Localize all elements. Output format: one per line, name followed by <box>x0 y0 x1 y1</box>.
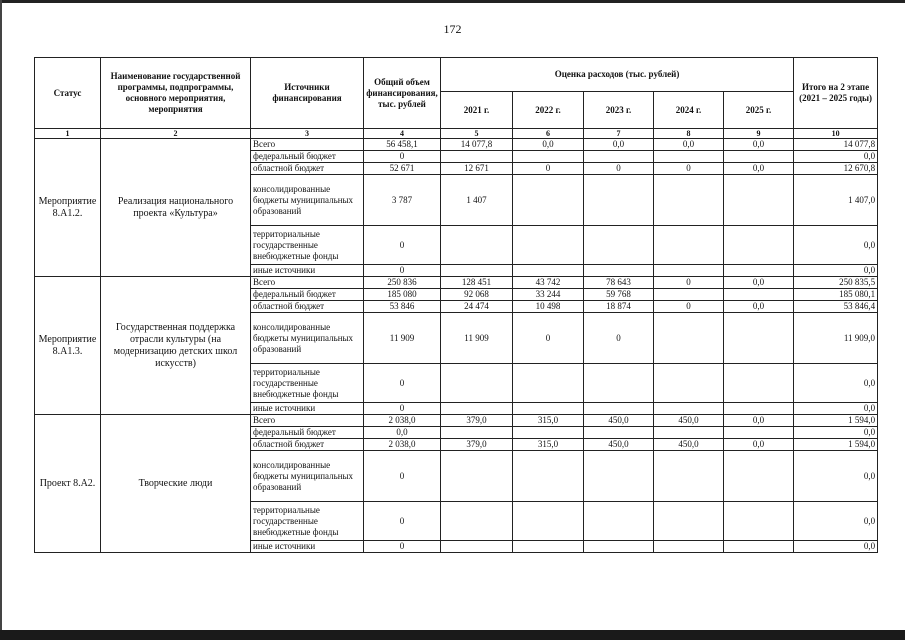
year-cell: 1 407 <box>441 175 513 226</box>
year-cell: 18 874 <box>584 301 654 313</box>
year-cell <box>724 364 794 403</box>
year-cell <box>441 265 513 277</box>
row-name: Реализация национального проекта «Культура» <box>101 139 251 277</box>
year-cell: 379,0 <box>441 415 513 427</box>
stage-total-cell: 0,0 <box>794 265 878 277</box>
year-cell <box>724 175 794 226</box>
row-status: Проект 8.А2. <box>35 415 101 553</box>
total-cell: 0 <box>364 403 441 415</box>
header-year: 2023 г. <box>584 92 654 129</box>
total-cell: 2 038,0 <box>364 415 441 427</box>
year-cell <box>654 403 724 415</box>
year-cell: 128 451 <box>441 277 513 289</box>
year-cell <box>584 151 654 163</box>
year-cell <box>441 541 513 553</box>
total-cell: 0 <box>364 226 441 265</box>
stage-total-cell: 1 594,0 <box>794 439 878 451</box>
header-total: Общий объем финансирования, тыс. рублей <box>364 58 441 129</box>
year-cell <box>654 265 724 277</box>
year-cell: 0 <box>654 163 724 175</box>
year-cell <box>724 313 794 364</box>
column-number: 9 <box>724 129 794 139</box>
total-cell: 0 <box>364 541 441 553</box>
stage-total-cell: 1 594,0 <box>794 415 878 427</box>
year-cell <box>724 151 794 163</box>
scan-top-edge <box>0 0 905 3</box>
year-cell <box>654 541 724 553</box>
stage-total-cell: 0,0 <box>794 502 878 541</box>
header-year: 2025 г. <box>724 92 794 129</box>
source-cell: областной бюджет <box>251 301 364 313</box>
source-cell: иные источники <box>251 265 364 277</box>
year-cell <box>441 403 513 415</box>
year-cell <box>584 427 654 439</box>
year-cell: 0,0 <box>724 277 794 289</box>
total-cell: 53 846 <box>364 301 441 313</box>
column-number: 8 <box>654 129 724 139</box>
year-cell: 0,0 <box>724 415 794 427</box>
column-number: 1 <box>35 129 101 139</box>
block-event-8a12 <box>35 139 878 277</box>
header-year: 2022 г. <box>513 92 584 129</box>
source-cell: федеральный бюджет <box>251 151 364 163</box>
header-status: Статус <box>35 58 101 129</box>
total-cell: 56 458,1 <box>364 139 441 151</box>
year-cell <box>513 226 584 265</box>
year-cell: 450,0 <box>654 415 724 427</box>
year-cell <box>724 502 794 541</box>
source-cell: консолидированные бюджеты муниципальных образований <box>251 451 364 502</box>
year-cell <box>513 364 584 403</box>
row-name: Творческие люди <box>101 415 251 553</box>
year-cell <box>441 151 513 163</box>
year-cell <box>654 151 724 163</box>
source-cell: федеральный бюджет <box>251 427 364 439</box>
year-cell <box>654 364 724 403</box>
year-cell: 0,0 <box>513 139 584 151</box>
budget-table <box>34 57 878 553</box>
year-cell <box>724 289 794 301</box>
block-project-8a2 <box>35 415 878 553</box>
source-cell: Всего <box>251 415 364 427</box>
year-cell <box>584 451 654 502</box>
header-stage-total: Итого на 2 этапе (2021 – 2025 годы) <box>794 58 878 129</box>
source-cell: консолидированные бюджеты муниципальных образований <box>251 175 364 226</box>
year-cell <box>513 151 584 163</box>
year-cell <box>654 226 724 265</box>
year-cell: 0 <box>584 313 654 364</box>
year-cell <box>724 403 794 415</box>
column-number: 2 <box>101 129 251 139</box>
total-cell: 3 787 <box>364 175 441 226</box>
year-cell <box>724 451 794 502</box>
year-cell: 0,0 <box>584 139 654 151</box>
row-name: Государственная поддержка отрасли культуры (на модернизацию детских школ искусств) <box>101 277 251 415</box>
year-cell <box>654 427 724 439</box>
year-cell: 379,0 <box>441 439 513 451</box>
stage-total-cell: 1 407,0 <box>794 175 878 226</box>
year-cell: 315,0 <box>513 439 584 451</box>
year-cell: 0 <box>513 163 584 175</box>
year-cell: 0,0 <box>724 163 794 175</box>
stage-total-cell: 0,0 <box>794 226 878 265</box>
year-cell <box>513 265 584 277</box>
year-cell: 0,0 <box>724 439 794 451</box>
year-cell: 0 <box>654 301 724 313</box>
year-cell <box>654 313 724 364</box>
source-cell: территориальные государственные внебюджетные фонды <box>251 502 364 541</box>
source-cell: областной бюджет <box>251 439 364 451</box>
source-cell: Всего <box>251 277 364 289</box>
column-number: 7 <box>584 129 654 139</box>
stage-total-cell: 14 077,8 <box>794 139 878 151</box>
year-cell <box>654 451 724 502</box>
column-number: 3 <box>251 129 364 139</box>
year-cell: 0 <box>584 163 654 175</box>
year-cell: 33 244 <box>513 289 584 301</box>
year-cell <box>584 403 654 415</box>
total-cell: 52 671 <box>364 163 441 175</box>
year-cell: 0,0 <box>654 139 724 151</box>
header-year: 2024 г. <box>654 92 724 129</box>
total-cell: 0 <box>364 451 441 502</box>
column-number: 10 <box>794 129 878 139</box>
column-number: 6 <box>513 129 584 139</box>
source-cell: консолидированные бюджеты муниципальных образований <box>251 313 364 364</box>
header-year: 2021 г. <box>441 92 513 129</box>
stage-total-cell: 185 080,1 <box>794 289 878 301</box>
total-cell: 185 080 <box>364 289 441 301</box>
year-cell: 11 909 <box>441 313 513 364</box>
column-number: 4 <box>364 129 441 139</box>
table-row <box>35 277 878 289</box>
year-cell: 0 <box>513 313 584 364</box>
year-cell <box>513 427 584 439</box>
stage-total-cell: 0,0 <box>794 364 878 403</box>
source-cell: областной бюджет <box>251 163 364 175</box>
year-cell <box>441 427 513 439</box>
year-cell <box>441 226 513 265</box>
block-event-8a13 <box>35 277 878 415</box>
stage-total-cell: 0,0 <box>794 541 878 553</box>
total-cell: 2 038,0 <box>364 439 441 451</box>
total-cell: 0 <box>364 502 441 541</box>
year-cell <box>513 541 584 553</box>
year-cell <box>654 175 724 226</box>
header-estimate: Оценка расходов (тыс. рублей) <box>441 58 794 92</box>
total-cell: 0 <box>364 265 441 277</box>
year-cell: 0,0 <box>724 139 794 151</box>
year-cell <box>584 265 654 277</box>
stage-total-cell: 0,0 <box>794 403 878 415</box>
year-cell <box>724 541 794 553</box>
year-cell <box>584 364 654 403</box>
stage-total-cell: 0,0 <box>794 451 878 502</box>
year-cell <box>654 289 724 301</box>
year-cell <box>513 502 584 541</box>
table-row <box>35 139 878 151</box>
year-cell <box>584 175 654 226</box>
stage-total-cell: 53 846,4 <box>794 301 878 313</box>
year-cell: 43 742 <box>513 277 584 289</box>
year-cell <box>441 502 513 541</box>
year-cell: 14 077,8 <box>441 139 513 151</box>
year-cell <box>584 502 654 541</box>
header-source: Источники финансирования <box>251 58 364 129</box>
total-cell: 0 <box>364 151 441 163</box>
year-cell: 450,0 <box>584 415 654 427</box>
source-cell: иные источники <box>251 541 364 553</box>
column-number: 5 <box>441 129 513 139</box>
source-cell: территориальные государственные внебюджетные фонды <box>251 226 364 265</box>
year-cell: 450,0 <box>584 439 654 451</box>
year-cell <box>724 427 794 439</box>
year-cell <box>654 502 724 541</box>
year-cell: 78 643 <box>584 277 654 289</box>
total-cell: 0,0 <box>364 427 441 439</box>
total-cell: 250 836 <box>364 277 441 289</box>
year-cell <box>724 226 794 265</box>
year-cell <box>441 364 513 403</box>
year-cell: 10 498 <box>513 301 584 313</box>
year-cell: 0 <box>654 277 724 289</box>
total-cell: 11 909 <box>364 313 441 364</box>
total-cell: 0 <box>364 364 441 403</box>
year-cell <box>513 403 584 415</box>
stage-total-cell: 0,0 <box>794 427 878 439</box>
stage-total-cell: 0,0 <box>794 151 878 163</box>
scan-left-edge <box>0 0 2 640</box>
row-status: Мероприятие 8.А1.3. <box>35 277 101 415</box>
source-cell: Всего <box>251 139 364 151</box>
row-status: Мероприятие 8.А1.2. <box>35 139 101 277</box>
source-cell: иные источники <box>251 403 364 415</box>
year-cell <box>513 451 584 502</box>
year-cell: 450,0 <box>654 439 724 451</box>
year-cell: 315,0 <box>513 415 584 427</box>
source-cell: территориальные государственные внебюджетные фонды <box>251 364 364 403</box>
year-cell: 24 474 <box>441 301 513 313</box>
year-cell <box>584 226 654 265</box>
stage-total-cell: 12 670,8 <box>794 163 878 175</box>
year-cell <box>724 265 794 277</box>
year-cell <box>584 541 654 553</box>
year-cell: 12 671 <box>441 163 513 175</box>
year-cell: 92 068 <box>441 289 513 301</box>
header-name: Наименование государственной программы, подпрограммы, основного мероприятия, мероприятия <box>101 58 251 129</box>
source-cell: федеральный бюджет <box>251 289 364 301</box>
stage-total-cell: 11 909,0 <box>794 313 878 364</box>
stage-total-cell: 250 835,5 <box>794 277 878 289</box>
year-cell <box>441 451 513 502</box>
page-number: 172 <box>443 22 462 36</box>
year-cell: 59 768 <box>584 289 654 301</box>
scan-bottom-edge <box>0 630 905 640</box>
year-cell <box>513 175 584 226</box>
year-cell: 0,0 <box>724 301 794 313</box>
table-row <box>35 415 878 427</box>
